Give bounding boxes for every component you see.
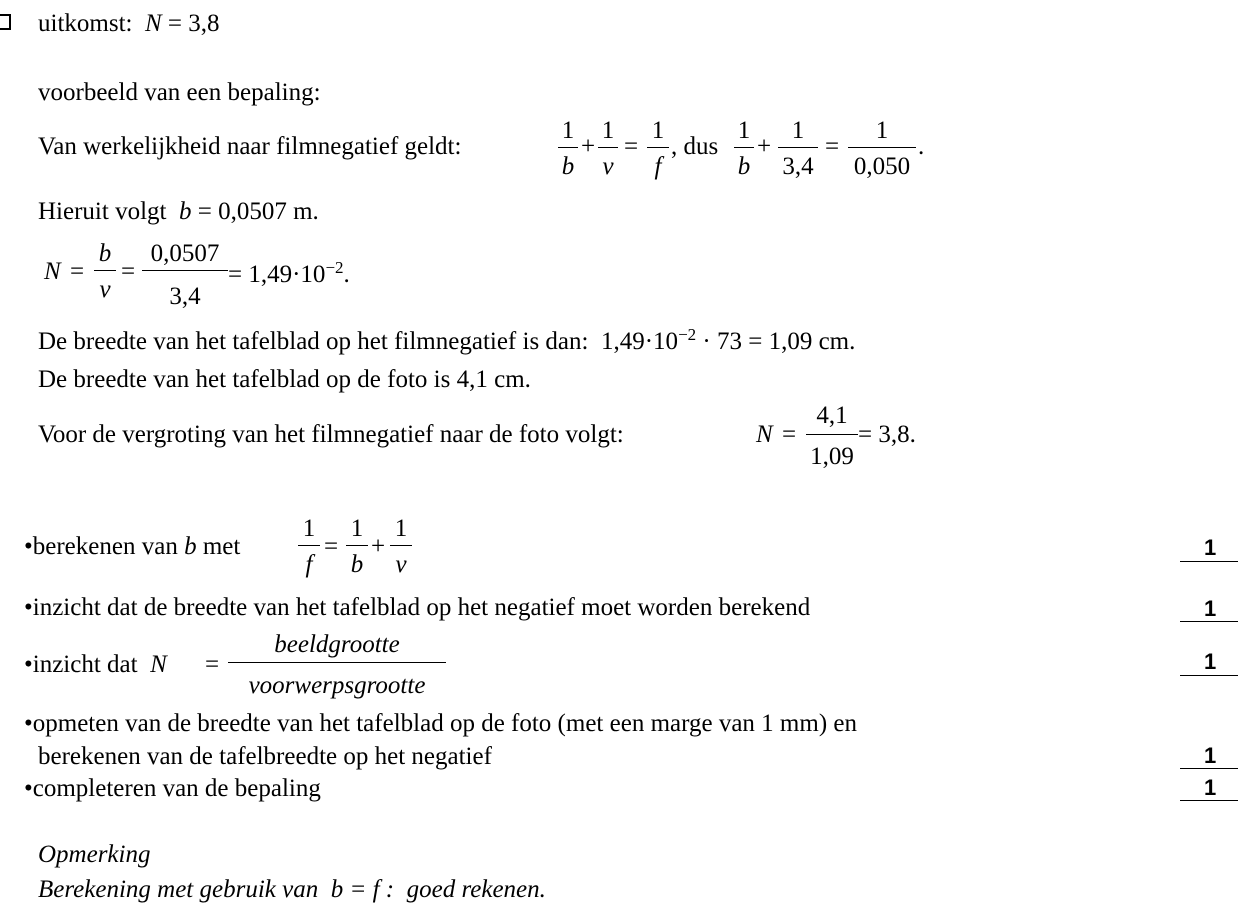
line3-var: N (44, 258, 61, 285)
line4: De breedte van het tafelblad op het filmnegatief is dan: $1,49\cdot 10^{-2} \cdot 73 = 1,09$ cm. (38, 325, 856, 355)
frac-1v: 1 v (598, 118, 618, 180)
score-line-1 (1180, 561, 1238, 562)
frac-2b: 1 b (734, 118, 754, 180)
criterion-1: •berekenen van b met (24, 533, 241, 560)
crit1-frac-v: 1 v (390, 516, 412, 578)
line2: Hieruit volgt b = 0,0507 m. (38, 198, 319, 225)
score-2: 1 (1204, 596, 1217, 621)
result-label: uitkomst: (38, 10, 133, 37)
frac-3a: b v (94, 241, 116, 303)
score-line-3 (1180, 675, 1238, 676)
remark-title: Opmerking (38, 841, 151, 868)
frac-1f: 1 f (647, 118, 669, 180)
score-line-4 (1180, 768, 1238, 769)
line6-result: = 3,8. (858, 421, 916, 448)
frac-2v: 1 3,4 (778, 118, 818, 180)
line1-text: Van werkelijkheid naar filmnegatief geldt: (38, 133, 462, 160)
crit1-frac-f: 1 f (298, 516, 320, 578)
score-5: 1 (1204, 775, 1217, 800)
line6-var: N (756, 421, 773, 448)
result-expr: = 3,8 (161, 10, 220, 37)
score-1: 1 (1204, 535, 1217, 560)
score-line-2 (1180, 621, 1238, 622)
frac-6: 4,1 1,09 (806, 403, 858, 471)
result-line (38, 11, 220, 36)
score-4: 1 (1204, 743, 1217, 768)
thus-text: , dus (671, 133, 719, 160)
frac-2f: 1 0,050 (848, 118, 916, 180)
criterion-3: •inzicht dat N (24, 651, 167, 678)
result-var: N (144, 10, 162, 37)
crit3-frac: beeldgrootte voorwerpsgrootte (228, 632, 446, 698)
criterion-5: •completeren van de bepaling (24, 775, 321, 802)
line3-result: = $1,49\cdot 10^{-2}$. (228, 258, 350, 288)
line6-text: Voor de vergroting van het filmnegatief naar de foto volgt: (38, 421, 624, 448)
line5: De breedte van het tafelblad op de foto is 4,1 cm. (38, 366, 531, 393)
frac-1b: 1 b (558, 118, 578, 180)
score-3: 1 (1204, 649, 1217, 674)
example-intro: voorbeeld van een bepaling: (38, 79, 321, 106)
checkbox-icon (0, 14, 11, 30)
score-line-5 (1180, 800, 1238, 801)
remark-text: Berekening met gebruik van b = f : goed rekenen. (38, 876, 546, 903)
criterion-2: •inzicht dat de breedte van het tafelblad op het negatief moet worden berekend (24, 594, 811, 621)
crit1-frac-b: 1 b (346, 516, 368, 578)
frac-3b: 0,0507 3,4 (142, 241, 228, 309)
criterion-4-line2: berekenen van de tafelbreedte op het negatief (38, 743, 492, 770)
criterion-4-line1: •opmeten van de breedte van het tafelblad op de foto (met een marge van 1 mm) en (24, 710, 857, 737)
